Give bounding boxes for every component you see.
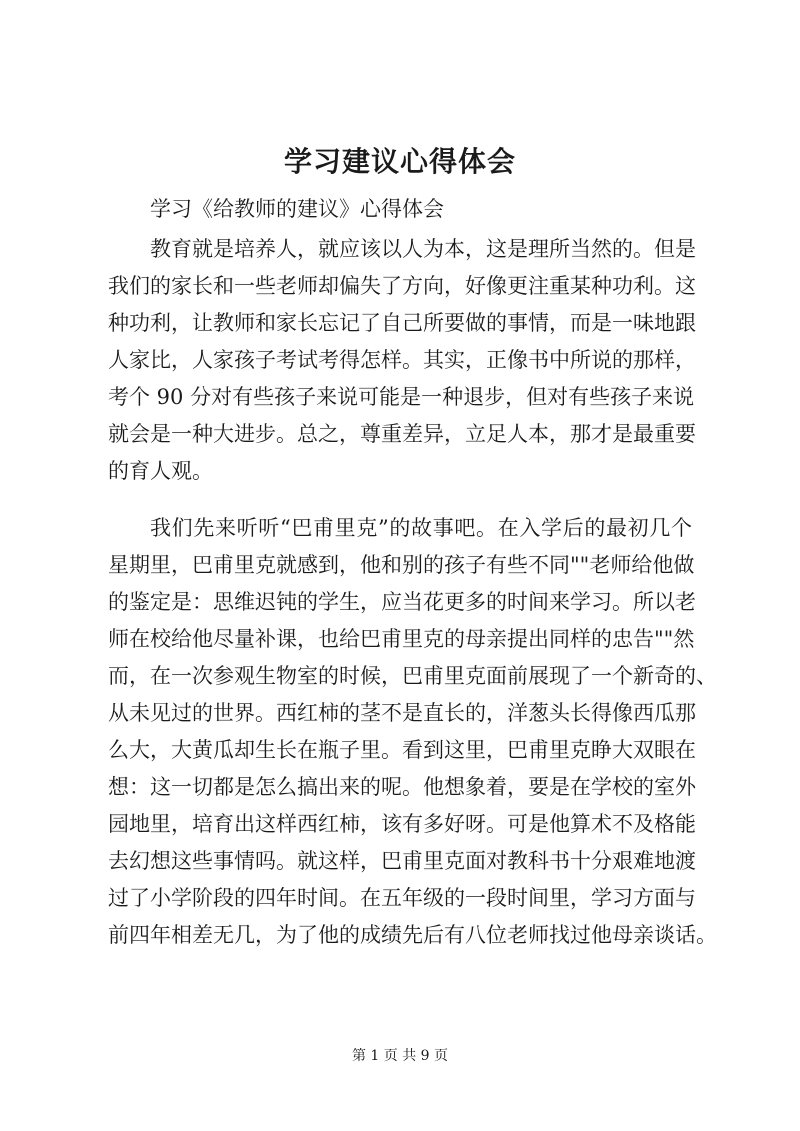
paragraph-line: 人家比，人家孩子考试考得怎样。其实，正像书中所说的那样， [108,348,696,372]
paragraph-line: 种功利，让教师和家长忘记了自己所要做的事情，而是一味地跟 [108,311,696,335]
paragraph-line: 教育就是培养人，就应该以人为本，这是理所当然的。但是 [150,237,696,261]
paragraph-line: 去幻想这些事情吗。就这样，巴甫里克面对教科书十分艰难地渡 [108,849,696,873]
paragraph-line: 而，在一次参观生物室的时候，巴甫里克面前展现了一个新奇的、 [108,664,717,688]
document-title: 学习建议心得体会 [283,145,516,178]
page-number-footer: 第 1 页 共 9 页 [351,1048,449,1064]
paragraph-line: 就会是一种大进步。总之，尊重差异，立足人本，那才是最重要 [108,422,696,446]
paragraph-line: 我们的家长和一些老师却偏失了方向，好像更注重某种功利。这 [108,274,696,298]
paragraph-line: 想：这一切都是怎么搞出来的呢。他想象着，要是在学校的室外 [108,775,696,799]
paragraph-line: 么大，大黄瓜却生长在瓶子里。看到这里，巴甫里克睁大双眼在 [108,738,696,762]
paragraph-line: 前四年相差无几，为了他的成绩先后有八位老师找过他母亲谈话。 [108,923,717,947]
document-subtitle: 学习《给教师的建议》心得体会 [150,197,444,221]
paragraph-line: 过了小学阶段的四年时间。在五年级的一段时间里，学习方面与 [108,886,696,910]
paragraph-line: 从未见过的世界。西红柿的茎不是直长的，洋葱头长得像西瓜那 [108,701,696,725]
paragraph-line: 的育人观。 [108,459,213,483]
paragraph-line: 的鉴定是：思维迟钝的学生，应当花更多的时间来学习。所以老 [108,590,696,614]
paragraph-line: 园地里，培育出这样西红柿，该有多好呀。可是他算术不及格能 [108,812,696,836]
paragraph-line: 师在校给他尽量补课，也给巴甫里克的母亲提出同样的忠告""然 [108,627,695,651]
paragraph-line: 考个 90 分对有些孩子来说可能是一种退步，但对有些孩子来说 [108,385,695,409]
paragraph-line: 星期里，巴甫里克就感到，他和别的孩子有些不同""老师给他做 [108,553,695,577]
paragraph-line: 我们先来听听“巴甫里克”的故事吧。在入学后的最初几个 [150,516,692,540]
